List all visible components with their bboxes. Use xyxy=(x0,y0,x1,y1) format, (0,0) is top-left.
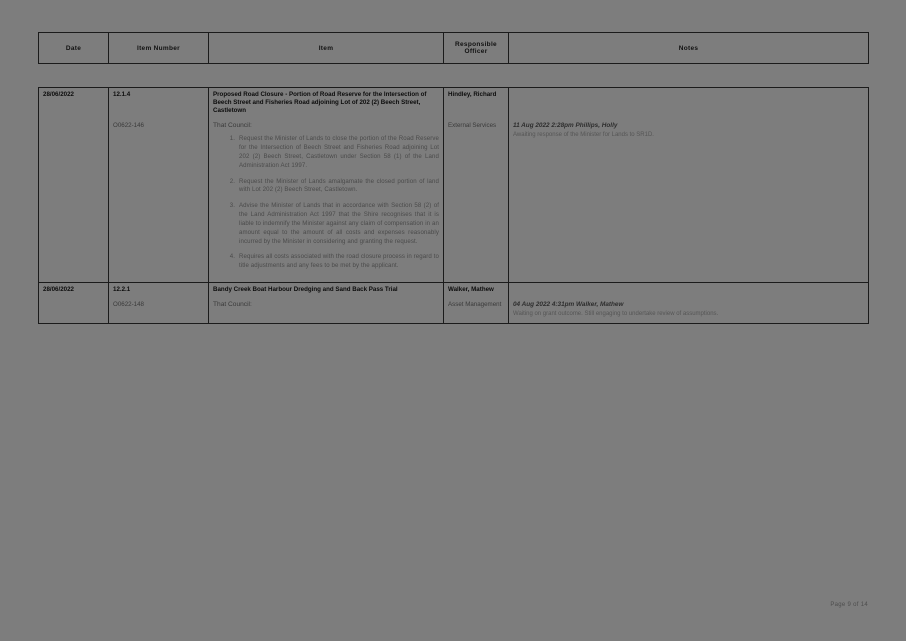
cell-item: Bandy Creek Boat Harbour Dredging and Sand Back Pass Trial xyxy=(209,283,444,298)
table-body xyxy=(38,87,869,324)
cell-date xyxy=(39,119,109,283)
table-header xyxy=(38,32,869,64)
cell-item-number: O0622-146 xyxy=(109,119,209,283)
cell-item-number: 12.2.1 xyxy=(109,283,209,298)
cell-date xyxy=(39,298,109,323)
cell-item-number: 12.1.4 xyxy=(109,88,209,119)
note-timestamp-author: 11 Aug 2022 2:28pm Phillips, Holly xyxy=(513,121,618,129)
cell-date: 28/06/2022 xyxy=(39,283,109,298)
page-footer: Page 9 of 14 xyxy=(830,602,868,608)
column-header-notes: Notes xyxy=(678,44,699,52)
column-header-item-number: Item Number xyxy=(109,33,209,64)
table-row xyxy=(39,298,869,323)
cell-item: Proposed Road Closure - Portion of Road Reserve for the Intersection of Beech Street and Fisheries Road adjoining Lot of 202 (2) Beech Street, Castletown xyxy=(209,88,444,119)
resolution-intro: That Council: xyxy=(213,121,252,129)
resolution-intro: That Council: xyxy=(213,300,252,308)
cell-notes xyxy=(509,119,869,283)
list-item: Request the Minister of Lands to close the portion of the Road Reserve for the Intersection of Beech Street and Fisheries Road adjoining Lot 202 (2) Beech Street, Castletown under Section 58 (1) of the Land Administration Act 1997. xyxy=(239,135,439,169)
note-timestamp-author: 04 Aug 2022 4:31pm Walker, Mathew xyxy=(513,300,624,308)
table-row xyxy=(39,88,869,119)
note-text: Awaiting response of the Minister for Lands to SR1D. xyxy=(513,132,654,138)
cell-responsible-officer: External Services xyxy=(444,119,509,283)
list-item: Requires all costs associated with the road closure process in regard to title adjustments and any fees to be met by the applicant. xyxy=(239,253,439,270)
cell-resolution xyxy=(209,119,444,283)
cell-item-number: O0622-148 xyxy=(109,298,209,323)
cell-notes xyxy=(509,298,869,323)
cell-responsible-officer: Walker, Mathew xyxy=(444,283,509,298)
column-header-responsible-officer: Responsible Officer xyxy=(444,33,509,64)
note-text: Waiting on grant outcome. Still engaging to undertake review of assumptions. xyxy=(513,311,719,318)
resolution-list xyxy=(213,135,439,271)
column-header-item: Item xyxy=(209,33,444,64)
cell-date: 28/06/2022 xyxy=(39,88,109,119)
cell-resolution xyxy=(209,298,444,323)
cell-notes xyxy=(509,283,869,298)
list-item: Advise the Minister of Lands that in accordance with Section 58 (2) of the Land Administration Act 1997 that the Shire recognises that it is liable to indemnify the Minister against any claim of compensation in an amount equal to the amount of all costs and expenses reasonably incurred by the Minister in considering and granting the request. xyxy=(239,202,439,245)
cell-responsible-officer: Hindley, Richard xyxy=(444,88,509,119)
header-row xyxy=(39,33,869,64)
table-row xyxy=(39,119,869,283)
cell-notes xyxy=(509,88,869,119)
cell-responsible-officer: Asset Management xyxy=(444,298,509,323)
column-header-date: Date xyxy=(39,33,109,64)
table-row xyxy=(39,283,869,298)
list-item: Request the Minister of Lands amalgamate the closed portion of land with Lot 202 (2) Beech Street, Castletown. xyxy=(239,177,439,194)
